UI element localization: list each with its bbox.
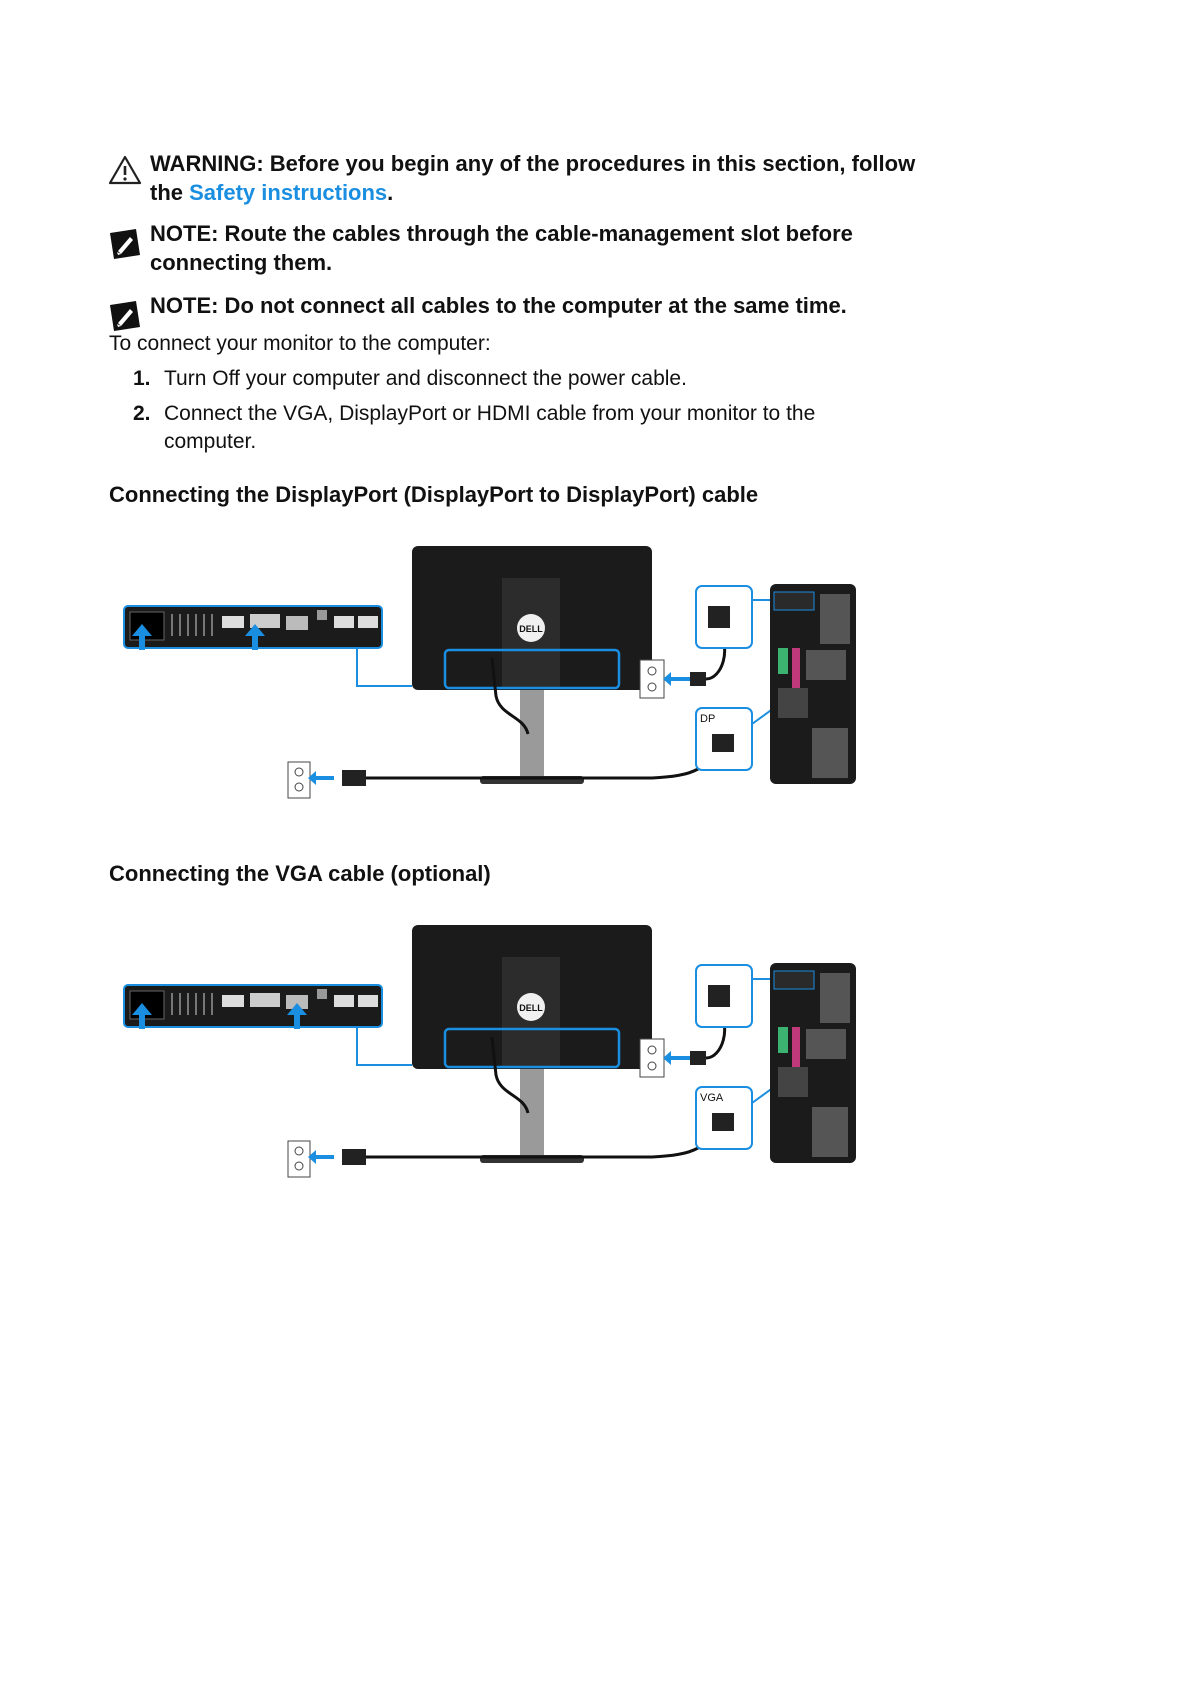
monitor-rear <box>412 925 652 1163</box>
power-connector-detail <box>696 586 770 648</box>
note-pencil-icon <box>108 299 142 333</box>
power-connector-detail <box>696 965 770 1027</box>
warning-triangle-icon <box>108 153 142 187</box>
section-heading-displayport: Connecting the DisplayPort (DisplayPort to DisplayPort) cable <box>109 482 759 507</box>
warning-lead: WARNING: Before you begin any of the procedures in this section, follow the <box>150 151 916 205</box>
monitor-port-strip <box>124 985 382 1027</box>
warning-text <box>150 149 928 207</box>
safety-instructions-link[interactable]: Safety instructions <box>189 180 388 205</box>
dell-logo: DELL <box>519 1003 543 1013</box>
monitor-rear <box>412 546 652 784</box>
computer-tower <box>770 584 856 784</box>
note-text: NOTE: Do not connect all cables to the computer at the same time. <box>150 293 847 318</box>
warning-callout <box>108 149 928 209</box>
note-pencil-icon <box>108 227 142 261</box>
section-heading-vga: Connecting the VGA cable (optional) <box>109 861 491 886</box>
cable-type-label: DP <box>700 713 716 725</box>
intro-text: To connect your monitor to the computer: <box>109 332 491 355</box>
cable-type-label: VGA <box>700 1092 724 1104</box>
step-number: 2. <box>133 402 151 425</box>
step-text: Connect the VGA, DisplayPort or HDMI cable from your monitor to the computer. <box>164 402 816 453</box>
dell-logo: DELL <box>519 624 543 634</box>
power-cord <box>288 1117 716 1177</box>
displayport-connection-diagram <box>112 538 912 828</box>
note-route-cables <box>108 219 928 279</box>
cable-connector-detail <box>696 1087 774 1149</box>
power-cord <box>288 738 716 798</box>
step-text: Turn Off your computer and disconnect the power cable. <box>164 367 687 390</box>
callout-leader-line <box>357 648 412 686</box>
warning-tail: . <box>387 180 394 205</box>
note-cables-same-time <box>108 291 928 325</box>
computer-tower <box>770 963 856 1163</box>
note-text: NOTE: Route the cables through the cable-management slot before connecting them. <box>150 221 853 275</box>
callout-leader-line <box>357 1027 412 1065</box>
vga-connection-diagram <box>112 917 912 1207</box>
step-number: 1. <box>133 367 151 390</box>
cable-connector-detail <box>696 708 774 770</box>
